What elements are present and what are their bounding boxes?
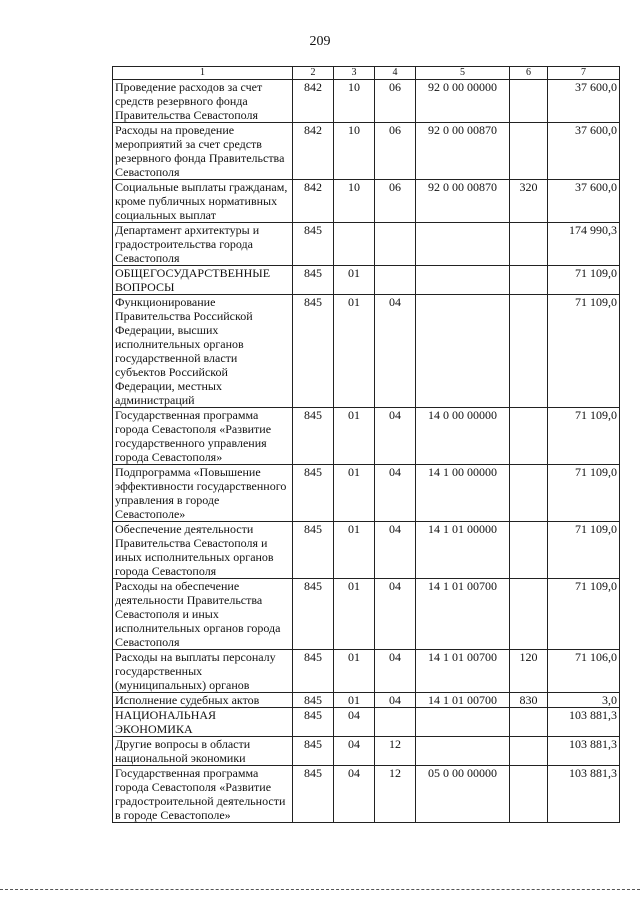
subsection-code: [375, 708, 416, 737]
column-header: 6: [510, 67, 548, 80]
ministry-code: 845: [293, 766, 334, 823]
ministry-code: 845: [293, 223, 334, 266]
row-name: НАЦИОНАЛЬНАЯ ЭКОНОМИКА: [113, 708, 293, 737]
target-code: [416, 708, 510, 737]
target-code: 14 0 00 00000: [416, 408, 510, 465]
ministry-code: 845: [293, 693, 334, 708]
subsection-code: [375, 223, 416, 266]
subsection-code: 12: [375, 766, 416, 823]
section-code: 01: [334, 408, 375, 465]
expense-type-code: [510, 80, 548, 123]
subsection-code: 06: [375, 180, 416, 223]
row-name: Исполнение судебных актов: [113, 693, 293, 708]
row-name: Функционирование Правительства Российской Федерации, высших исполнительных органов государственной власти субъектов Российской Федерации, местных администраций: [113, 295, 293, 408]
amount: 103 881,3: [548, 708, 620, 737]
ministry-code: 842: [293, 123, 334, 180]
table-row: [113, 650, 620, 693]
subsection-code: 04: [375, 579, 416, 650]
section-code: 01: [334, 465, 375, 522]
row-name: Другие вопросы в области национальной экономики: [113, 737, 293, 766]
row-name: Подпрограмма «Повышение эффективности государственного управления в городе Севастополе»: [113, 465, 293, 522]
table-row: [113, 708, 620, 737]
column-header: 4: [375, 67, 416, 80]
ministry-code: 845: [293, 266, 334, 295]
row-name: Обеспечение деятельности Правительства Севастополя и иных исполнительных органов города Севастополя: [113, 522, 293, 579]
expense-type-code: [510, 579, 548, 650]
budget-table: [112, 66, 620, 823]
amount: 103 881,3: [548, 766, 620, 823]
expense-type-code: 320: [510, 180, 548, 223]
amount: 103 881,3: [548, 737, 620, 766]
row-name: Государственная программа города Севастополя «Развитие государственного управления города Севастополя»: [113, 408, 293, 465]
row-name: ОБЩЕГОСУДАРСТВЕННЫЕ ВОПРОСЫ: [113, 266, 293, 295]
ministry-code: 842: [293, 80, 334, 123]
target-code: 14 1 00 00000: [416, 465, 510, 522]
section-code: 01: [334, 579, 375, 650]
table-row: [113, 522, 620, 579]
table-row: [113, 223, 620, 266]
expense-type-code: [510, 295, 548, 408]
subsection-code: 04: [375, 465, 416, 522]
ministry-code: 845: [293, 408, 334, 465]
amount: 71 106,0: [548, 650, 620, 693]
expense-type-code: [510, 766, 548, 823]
amount: 71 109,0: [548, 408, 620, 465]
section-code: 10: [334, 80, 375, 123]
amount: 71 109,0: [548, 579, 620, 650]
expense-type-code: [510, 708, 548, 737]
section-code: 01: [334, 650, 375, 693]
ministry-code: 842: [293, 180, 334, 223]
subsection-code: 04: [375, 295, 416, 408]
expense-type-code: 120: [510, 650, 548, 693]
section-code: 04: [334, 708, 375, 737]
expense-type-code: [510, 465, 548, 522]
subsection-code: 04: [375, 650, 416, 693]
column-header: 5: [416, 67, 510, 80]
column-header: 3: [334, 67, 375, 80]
table-row: [113, 737, 620, 766]
section-code: 04: [334, 766, 375, 823]
expense-type-code: [510, 123, 548, 180]
section-code: 01: [334, 266, 375, 295]
table-row: [113, 80, 620, 123]
target-code: [416, 223, 510, 266]
subsection-code: 12: [375, 737, 416, 766]
amount: 3,0: [548, 693, 620, 708]
subsection-code: 06: [375, 123, 416, 180]
section-code: 10: [334, 180, 375, 223]
amount: 71 109,0: [548, 266, 620, 295]
subsection-code: 04: [375, 693, 416, 708]
row-name: Департамент архитектуры и градостроительства города Севастополя: [113, 223, 293, 266]
amount: 71 109,0: [548, 295, 620, 408]
amount: 37 600,0: [548, 180, 620, 223]
page-number: 209: [309, 34, 331, 49]
row-name: Расходы на проведение мероприятий за счет средств резервного фонда Правительства Севастополя: [113, 123, 293, 180]
ministry-code: 845: [293, 465, 334, 522]
expense-type-code: [510, 408, 548, 465]
ministry-code: 845: [293, 737, 334, 766]
page-bottom-edge: [0, 889, 640, 890]
column-header: 7: [548, 67, 620, 80]
subsection-code: [375, 266, 416, 295]
target-code: [416, 295, 510, 408]
expense-type-code: [510, 223, 548, 266]
table-row: [113, 123, 620, 180]
section-code: 01: [334, 693, 375, 708]
section-code: 01: [334, 295, 375, 408]
subsection-code: 04: [375, 408, 416, 465]
section-code: 01: [334, 522, 375, 579]
target-code: 14 1 01 00700: [416, 650, 510, 693]
table-row: [113, 579, 620, 650]
amount: 71 109,0: [548, 522, 620, 579]
table-row: [113, 465, 620, 522]
table-row: [113, 295, 620, 408]
expense-type-code: 830: [510, 693, 548, 708]
section-code: 04: [334, 737, 375, 766]
ministry-code: 845: [293, 708, 334, 737]
ministry-code: 845: [293, 295, 334, 408]
target-code: 92 0 00 00870: [416, 180, 510, 223]
amount: 37 600,0: [548, 123, 620, 180]
row-name: Государственная программа города Севастополя «Развитие градостроительной деятельности в городе Севастополе»: [113, 766, 293, 823]
table-row: [113, 266, 620, 295]
expense-type-code: [510, 266, 548, 295]
column-header: 1: [113, 67, 293, 80]
table-row: [113, 766, 620, 823]
subsection-code: 06: [375, 80, 416, 123]
section-code: 10: [334, 123, 375, 180]
target-code: 92 0 00 00000: [416, 80, 510, 123]
ministry-code: 845: [293, 650, 334, 693]
amount: 37 600,0: [548, 80, 620, 123]
target-code: 05 0 00 00000: [416, 766, 510, 823]
target-code: [416, 266, 510, 295]
target-code: 14 1 01 00700: [416, 693, 510, 708]
row-name: Расходы на выплаты персоналу государственных (муниципальных) органов: [113, 650, 293, 693]
subsection-code: 04: [375, 522, 416, 579]
expense-type-code: [510, 522, 548, 579]
ministry-code: 845: [293, 522, 334, 579]
section-code: [334, 223, 375, 266]
table-row: [113, 180, 620, 223]
ministry-code: 845: [293, 579, 334, 650]
expense-type-code: [510, 737, 548, 766]
row-name: Проведение расходов за счет средств резервного фонда Правительства Севастополя: [113, 80, 293, 123]
target-code: 14 1 01 00700: [416, 579, 510, 650]
amount: 174 990,3: [548, 223, 620, 266]
table-row: [113, 408, 620, 465]
row-name: Расходы на обеспечение деятельности Правительства Севастополя и иных исполнительных органов города Севастополя: [113, 579, 293, 650]
target-code: 14 1 01 00000: [416, 522, 510, 579]
table-row: [113, 693, 620, 708]
target-code: [416, 737, 510, 766]
target-code: 92 0 00 00870: [416, 123, 510, 180]
amount: 71 109,0: [548, 465, 620, 522]
column-header: 2: [293, 67, 334, 80]
header-row: [113, 67, 620, 80]
row-name: Социальные выплаты гражданам, кроме публичных нормативных социальных выплат: [113, 180, 293, 223]
